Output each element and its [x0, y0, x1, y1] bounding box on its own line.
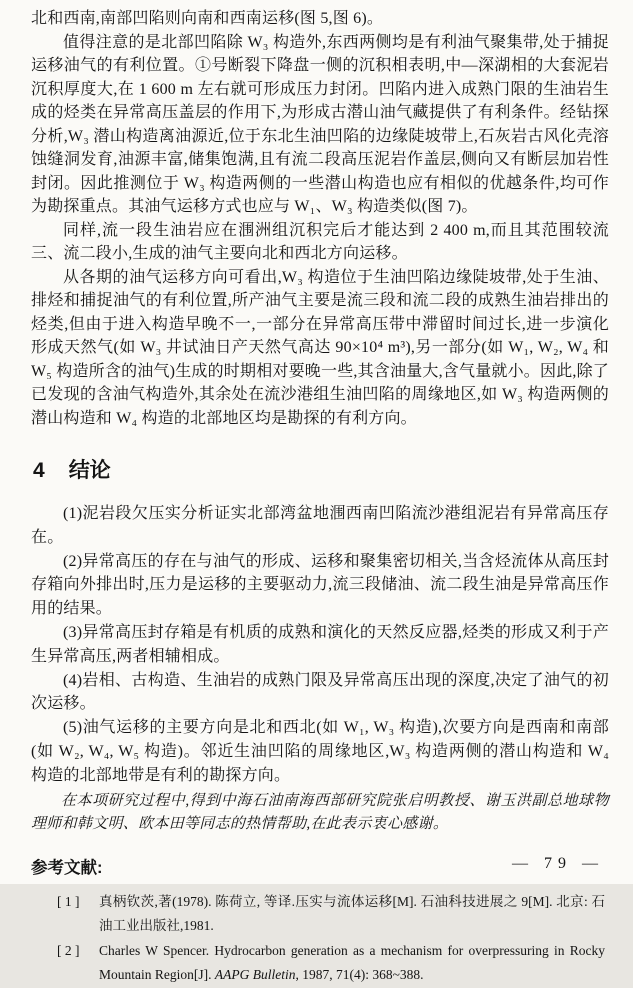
conclusion-item-4: (4)岩相、古构造、生油岩的成熟门限及异常高压出现的深度,决定了油气的初次运移。: [31, 671, 609, 713]
section-number: 4: [33, 459, 45, 482]
reference-text-tail: , 1987, 71(4): 368~388.: [295, 967, 424, 983]
body-text-block: [31, 7, 609, 430]
references-heading: 参考文献:: [31, 858, 103, 877]
conclusion-item-1: (1)泥岩段欠压实分析证实北部湾盆地涠西南凹陷流沙港组泥岩有异常高压存在。: [31, 505, 609, 546]
conclusions-list: [31, 502, 609, 788]
paragraph-migration-directions: 从各期的油气运移方向可看出,W₃ 构造位于生油凹陷边缘陡坡带,处于生油、排烃和捕捉油气的有利位置,所产油气主要是流三段和流二段的成熟生油岩排出的烃类,但由于进入构造早晚不一,一部分在异常高压带中滞留时间过长,进一步演化形成天然气(如 W₃ 井试油日产天然气高达 90×10⁴ m³),另一部分(如 W₁, W₂, W₄ 和 W₅ 构造所含的油气)生成的时期相对要晚一些,其含油量大,含气量就小。因此,除了已发现的含油气构造外,其余处在流沙港组生油凹陷的周缘地区,如 W₃ 构造两侧的潜山构造和 W₄ 构造的北部地区均是勘探的有利方向。: [31, 268, 610, 427]
section-title: 结论: [68, 459, 111, 482]
paragraph-continuation: 北和西南,南部凹陷则向南和西南运移(图 5,图 6)。: [31, 10, 384, 27]
references-list: [31, 890, 609, 988]
page-number: — 79 —: [512, 855, 604, 872]
reference-item-1: [57, 890, 605, 939]
conclusion-item-3: (3)异常高压封存箱是有机质的成熟和演化的天然反应器,烃类的形成又利于产生异常高压,两者相辅相成。: [31, 623, 609, 665]
reference-label: [ 1 ]: [57, 893, 80, 909]
reference-text: [99, 939, 605, 988]
conclusion-section-heading: [33, 454, 609, 484]
reference-label: [ 2 ]: [57, 942, 80, 958]
reference-item-2: [57, 939, 605, 988]
conclusion-item-5: (5)油气运移的主要方向是北和西北(如 W₁, W₃ 构造),次要方向是西南和南部(如 W₂, W₄, W₅ 构造)。邻近生油凹陷的周缘地区,W₃ 构造两侧的潜山构造和 W₄ 构造的北部地带是有利的勘探方向。: [31, 719, 609, 784]
acknowledgment-text: 在本项研究过程中,得到中海石油南海西部研究院张启明教授、谢玉洪副总地球物理师和韩文明、欧本田等同志的热情帮助,在此表示衷心感谢。: [31, 792, 609, 833]
reference-text-main: Charles W Spencer. Hydrocarbon generation as a mechanism for overpressuring in Rocky Mountain Region[J].: [99, 942, 605, 983]
reference-text: 真柄钦茨,著(1978). 陈荷立, 等译.压实与流体运移[M]. 石油科技进展之 9[M]. 北京: 石油工业出版社,1981.: [99, 893, 605, 934]
paragraph-migration-favorable-position: 值得注意的是北部凹陷除 W₃ 构造外,东西两侧均是有利油气聚集带,处于捕捉运移油气的有利位置。①号断裂下降盘一侧的沉积相表明,中—深湖相的大套泥岩沉积厚度大,在 1 600 m 左右就可形成压力封闭。凹陷内进入成熟门限的生油岩生成的烃类在异常高压盖层的作用下,为形成古潜山油气藏提供了有利条件。经钻探分析,W₃ 潜山构造离油源近,位于东北生油凹陷的边缘陡坡带上,石灰岩古风化壳溶蚀缝洞发育,油源丰富,储集饱满,且有流二段高压泥岩作盖层,侧向又有断层加岩性封闭。因此推测位于 W₃ 构造两侧的一些潜山构造也应有相似的优越条件,均可作为勘探重点。其油气运移方式也应与 W₁、W₃ 构造类似(图 7)。: [31, 33, 609, 215]
reference-journal-name: AAPG Bulletin: [214, 967, 296, 983]
paragraph-liu1-source-rock: 同样,流一段生油岩应在涠洲组沉积完后才能达到 2 400 m,而且其范围较流三、流二段小,生成的油气主要向北和西北方向运移。: [31, 221, 609, 262]
conclusion-item-2: (2)异常高压的存在与油气的形成、运移和聚集密切相关,当含烃流体从高压封存箱向外排出时,压力是运移的主要驱动力,流三段储油、流二段生油是异常高压作用的结果。: [31, 552, 609, 618]
